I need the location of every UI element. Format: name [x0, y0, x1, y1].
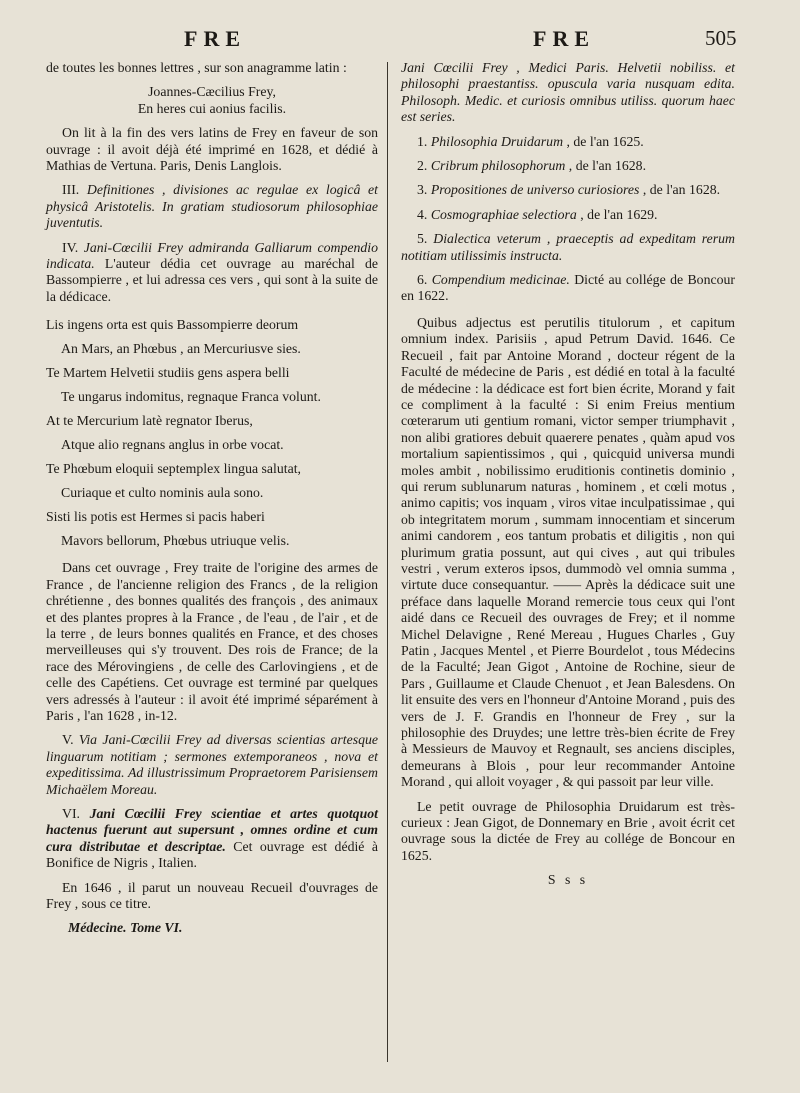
verse-line: Te Martem Helvetii studiis gens aspera belli	[46, 365, 290, 381]
item-number: 4.	[417, 206, 428, 222]
paragraph-anagram-intro: de toutes les bonnes lettres , sur son anagramme latin :	[46, 60, 347, 75]
list-item	[401, 134, 735, 150]
entry-number: V.	[62, 732, 74, 748]
list-item	[401, 231, 735, 264]
running-head-left: FRE	[184, 26, 246, 51]
list-item	[401, 207, 735, 223]
list-item	[401, 182, 735, 198]
verse-line: Atque alio regnans anglus in orbe vocat.	[61, 437, 284, 453]
item-title: Cosmographiae selectiora	[430, 206, 577, 222]
entry-text: Cet ouvrage est dédié à Bonifice de Nigris , Italien.	[46, 838, 378, 871]
item-date: , de l'an 1629.	[576, 206, 658, 222]
entry-title: Via Jani-Cœcilii Frey ad diversas scientias artesque linguarum notitiam ; sermones extemporaneos , nova et expeditissima. Ad illustrissimum Propraetorem Parisiensem Michaëlem Moreau.	[46, 732, 379, 797]
item-title: Philosophia Druidarum	[430, 133, 564, 149]
entry-number: IV.	[62, 239, 79, 255]
signature-mark: S s s	[547, 872, 589, 888]
item-number: 3.	[417, 182, 428, 198]
entry-title: Jani Cœcilii Frey scientiae et artes quotquot hactenus fuerunt aut supersunt , omnes ordine et cum cura distributae et descriptae.	[46, 805, 378, 854]
verse-line: At te Mercurium latè regnator Iberus,	[46, 413, 253, 429]
item-date: Dicté au collége de Boncour en 1622.	[401, 272, 735, 304]
item-date: , de l'an 1628.	[639, 182, 721, 198]
item-number: 2.	[417, 158, 428, 174]
page-number: 505	[705, 26, 737, 50]
verse-line: An Mars, an Phœbus , an Mercuriusve sies.	[61, 341, 301, 357]
item-date: , de l'an 1625.	[563, 133, 644, 149]
entry-v	[46, 732, 378, 798]
paragraph-philosophia-druidarum: Le petit ouvrage de Philosophia Druidarum est très-curieux : Jean Gigot, de Donnemary en Brie , avoit écrit cet ouvrage sous la dictée de Frey au collége de Boncour en 1625.	[401, 798, 735, 863]
anagram-line-1: Joannes-Cæcilius Frey,	[148, 84, 276, 100]
verse-line: Curiaque et culto nominis aula sono.	[61, 485, 264, 501]
entry-number: III.	[62, 182, 80, 198]
verse-line: Mavors bellorum, Phœbus utriuque velis.	[61, 533, 290, 549]
anagram-line-2: En heres cui aonius facilis.	[137, 100, 287, 116]
item-title: Dialectica veterum , praeceptis ad expeditam rerum notitiam utilissimis instructa.	[401, 231, 735, 263]
footer-signature: Médecine. Tome VI.	[68, 920, 183, 936]
entry-vi	[46, 806, 378, 872]
entry-text: L'auteur dédia cet ouvrage au maréchal de Bassompierre , et lui adressa ces vers , qui sont à la suite de la dédicace.	[46, 256, 378, 304]
entry-iii	[46, 182, 378, 231]
entry-title: Jani-Cœcilii Frey admiranda Galliarum compendio indicata.	[46, 239, 379, 272]
right-column	[401, 60, 735, 889]
item-number: 1.	[417, 133, 428, 149]
paragraph-latin-verses: On lit à la fin des vers latins de Frey en faveur de son ouvrage : il avoit déjà été imprimé en 1628, et dédié à Mathias de Vertuna. Paris, Denis Langlois.	[46, 125, 378, 174]
item-title: Cribrum philosophorum	[430, 158, 566, 174]
item-title: Propositiones de universo curiosiores	[430, 182, 640, 198]
list-item	[401, 272, 735, 305]
verse-line: Te ungarus indomitus, regnaque Franca volunt.	[61, 389, 321, 405]
verse-line: Lis ingens orta est quis Bassompierre deorum	[46, 317, 299, 333]
paragraph-recueil-description: Quibus adjectus est perutilis titulorum , et capitum omnium index. Parisiis , apud Petrum David. 1646. Ce Recueil , fait par Antoine Morand , docteur régent de la Faculté de médecine de Paris , est dédié en total à la faculté de médecine : la dédicace est fort bien écrite, Morand y fait ce compliment à la faculté : Si enim Freius mentium cœterarum uti gentium romani, victor semper triumphavit , non alibi gratiores debuit quaerere penates , quàm apud vos mortalium sapientissimos , qui , quicquid universa mundi moles ambit , nobilissimo eruditionis continetis dominio , qui rerum sublunarum naturas , hominem , et cœli motus , animo capitis; vos inquam , viros vitae inculpatissimae , qui ob integritatem morum , summam innocentiam et sincerum animi candorem , eos tantum probatis et diligitis , non qui plurimum gratia possunt, aut qui cives , aut qui tribules vestri , verum exteros ipsos, dummodò vel omnia summa , virtute duce consequantur. —— Après la dédicace suit une préface dans laquelle Morand remercie tous ceux qui l'ont aidé dans ce Recueil des ouvrages de Frey; et il nomme Michel Delavigne , René Mereau , Hugues Charles , Guy Patin , Jacques Mentel , et Pierre Bourdelot , tous Médecins de la Faculté; Jean Gigot , Antoine de Rochine, sieur de Pars , Guillaume et Claude Chenuot , et Jean Balesdens. On lit ensuite des vers en l'honneur d'Antoine Morand , puis des vers de J. F. Grandis en l'honneur de Frey , sur la philosophie des Druydes; une lettre très-bien écrite de Frey à Messieurs de Mauvoy et Regnault, ses anciens disciples, demeurans à Blois , pour leur recommander Antoine Morand , qui alloit voyager , & qui passoit par leur ville.	[401, 314, 735, 790]
paragraph-ouvrage-description: Dans cet ouvrage , Frey traite de l'origine des armes de France , de l'ancienne religion des Francs , de la religion chrétienne , des bonnes qualités des françois , des animaux et des plantes propres à la France , de l'eau , de l'air , et de la terre , de leurs bonnes qualités en France, et des choses merveilleuses qui s'y trouvent. Des rois de France; de la race des Mérovingiens , de celle des Carlovingiens , et de celle des Capétiens. Cet ouvrage est terminé par quelques vers adressés à l'auteur : il avoit été imprimé séparément à Paris , l'an 1628 , in-12.	[46, 560, 378, 723]
recueil-title: Jani Cœcilii Frey , Medici Paris. Helvetii nobiliss. et philosophi praestantiss. opuscula varia nusquam edita. Philosoph. Medic. et curiosis omnibus utiliss. quorum haec est series.	[401, 60, 735, 125]
item-number: 5.	[417, 231, 428, 247]
item-number: 6.	[417, 272, 428, 288]
latin-poem	[46, 313, 378, 552]
entry-number: VI.	[62, 805, 81, 821]
verse-line: Te Phœbum eloquii septemplex lingua salutat,	[46, 461, 301, 477]
entry-title: Definitiones , divisiones ac regulae ex logicâ et physicâ Aristotelis. In gratiam studiosorum philosophiae juventutis.	[46, 182, 378, 231]
paragraph-recueil-1646: En 1646 , il parut un nouveau Recueil d'ouvrages de Frey , sous ce titre.	[46, 879, 378, 911]
item-title: Compendium medicinae.	[431, 272, 570, 288]
item-date: , de l'an 1628.	[565, 158, 647, 174]
entry-iv	[46, 240, 378, 306]
column-divider	[387, 62, 388, 1062]
running-head-right: FRE	[533, 26, 595, 51]
list-item	[401, 158, 735, 174]
left-column	[46, 60, 378, 937]
verse-line: Sisti lis potis est Hermes si pacis haberi	[46, 509, 265, 525]
